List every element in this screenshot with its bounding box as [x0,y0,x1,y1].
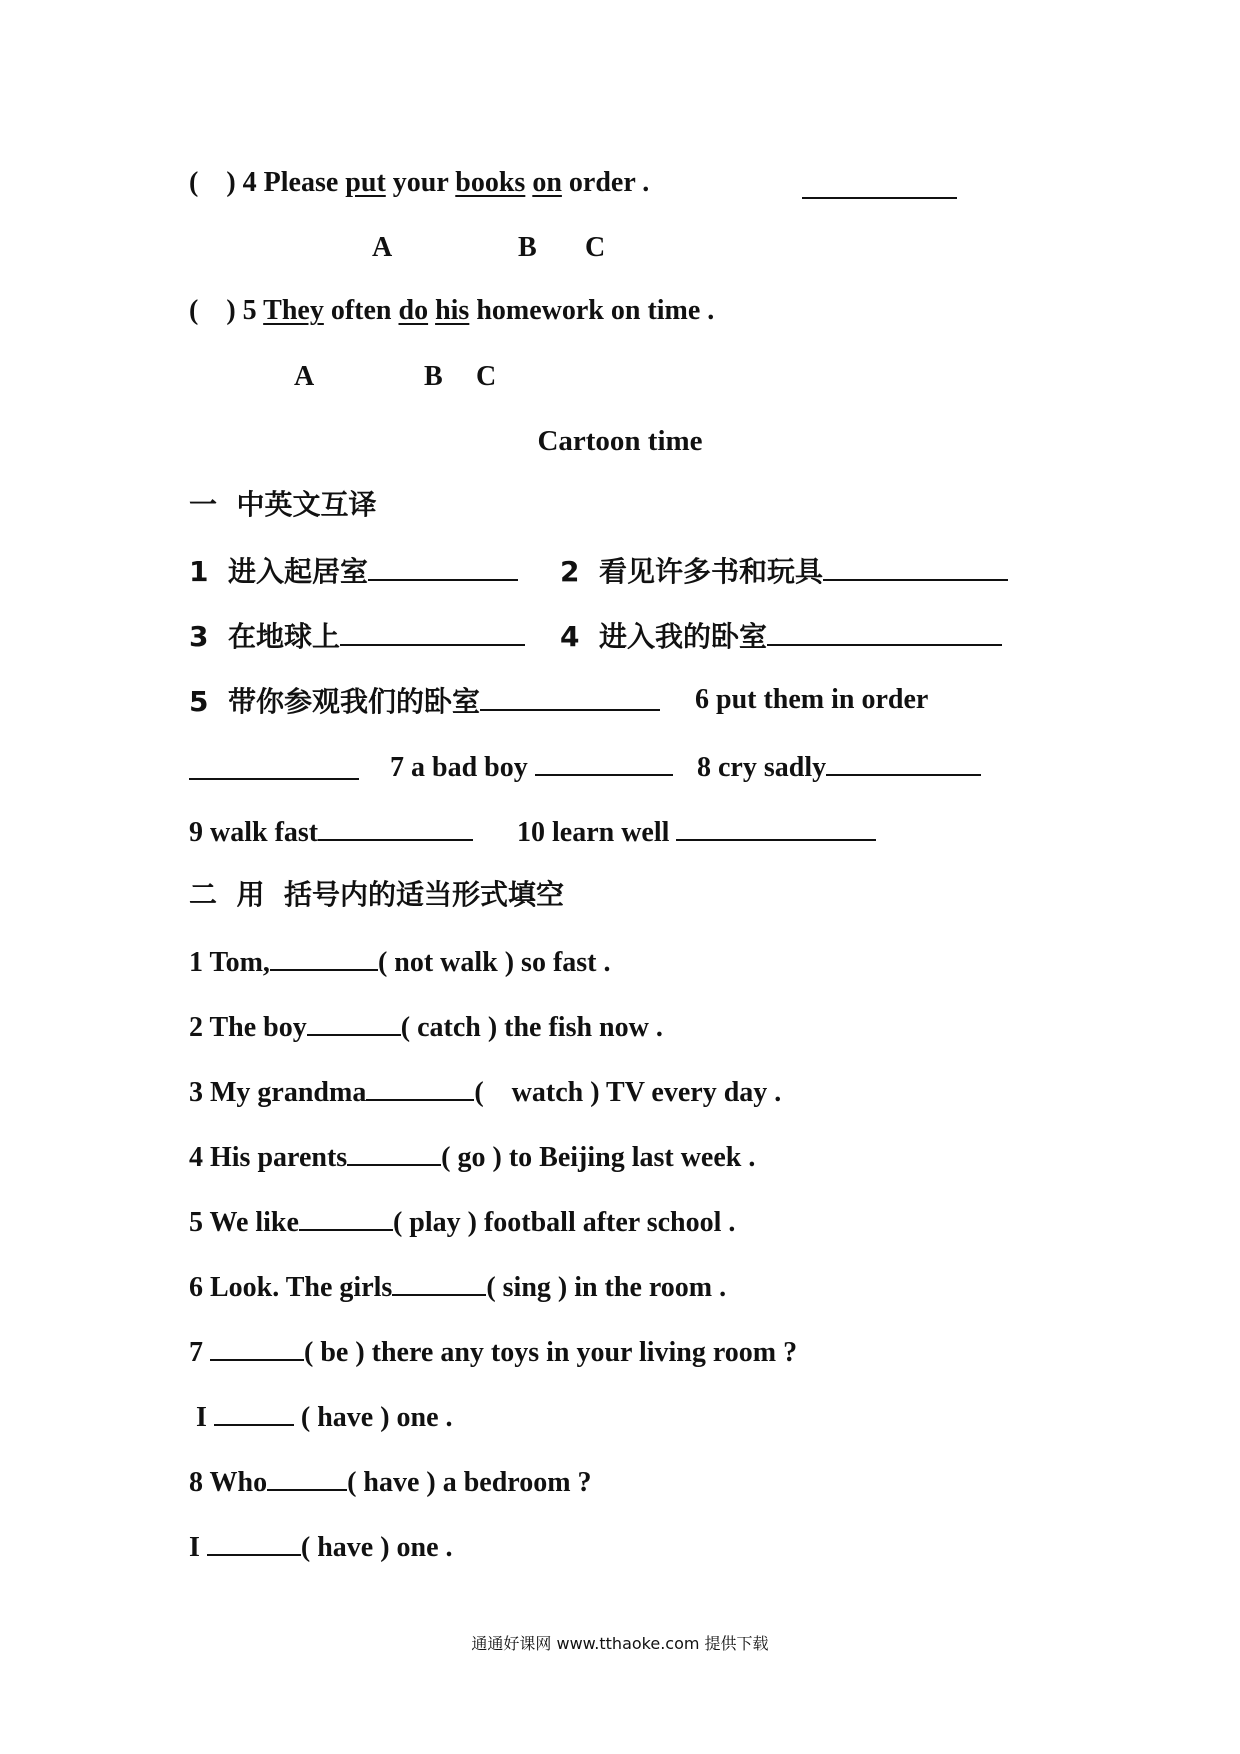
word: homework on time . [476,295,715,326]
item-text: 3 在地球上 [189,620,340,653]
word: your [392,167,449,198]
fill-item-6 [189,1268,726,1305]
fill-item-5 [189,1203,735,1240]
item-text: 8 Who [189,1467,268,1498]
item-text: 6 Look. The girls [189,1272,393,1303]
answer-blank[interactable] [318,813,473,841]
answer-blank[interactable] [214,1398,294,1426]
item-text: 8 cry sadly [697,752,827,783]
choice-label-a: A [294,361,315,392]
item-text: 7 a bad boy [390,752,528,783]
item-text: 2 The boy [189,1012,307,1043]
section-1-heading: 一 中英文互译 [189,488,377,521]
word: Please [263,167,339,198]
answer-blank[interactable] [676,813,876,841]
item-text: 4 进入我的卧室 [560,620,767,653]
item-text: 6 put them in order [695,684,929,715]
fill-item-4 [189,1138,755,1175]
translate-item-9 [189,813,473,850]
fill-item-3 [189,1073,781,1110]
answer-blank[interactable] [767,618,1002,646]
choice-label-c: C [585,232,606,263]
footer-source: 通通好课网 www.tthaoke.com 提供下载 [471,1634,769,1653]
answer-blank[interactable] [823,553,1008,581]
section-2-heading: 二 用 括号内的适当形式填空 [189,878,564,911]
item-text: 2 看见许多书和玩具 [560,555,823,588]
choice-label-b: B [518,232,537,263]
translate-item-2 [560,553,1008,589]
translate-item-10 [517,813,876,850]
item-text: ( have ) a bedroom ? [347,1467,592,1498]
word: order . [568,167,650,198]
item-text: ( catch ) the fish now . [400,1012,663,1043]
item-text: 3 My grandma [189,1077,367,1108]
answer-blank[interactable] [366,1073,474,1101]
question-number: 5 [242,295,257,326]
underlined-word-b: do [398,295,429,326]
translate-item-3 [189,618,525,654]
question-4 [189,166,649,200]
translate-item-6 [695,683,928,717]
fill-item-1 [189,943,611,980]
item-text: ( be ) there any toys in your living room ? [304,1337,798,1368]
item-text: 4 His parents [189,1142,348,1173]
item-text: ( have ) one . [293,1402,453,1433]
answer-paren: ( ) [189,295,236,326]
answer-blank[interactable] [802,171,957,199]
choice-label-a: A [372,232,393,263]
answer-blank[interactable] [347,1138,441,1166]
underlined-word-c: on [532,167,562,198]
underlined-word-b: books [455,167,526,198]
translate-item-7 [390,748,673,785]
item-text: 5 带你参观我们的卧室 [189,685,480,718]
translate-item-1 [189,553,518,589]
underlined-word-a: put [345,167,386,198]
answer-blank[interactable] [299,1203,393,1231]
fill-item-7b [189,1398,453,1435]
answer-blank[interactable] [480,683,660,711]
fill-item-2 [189,1008,663,1045]
underlined-word-a: They [263,295,324,326]
question-number: 4 [242,167,257,198]
item-text: 5 We like [189,1207,299,1238]
item-text: 9 walk fast [189,817,319,848]
choice-label-c: C [476,361,497,392]
item-text: 10 learn well [517,817,670,848]
item-text: 1 Tom, [189,947,270,978]
answer-paren: ( ) [189,167,236,198]
answer-blank[interactable] [340,618,525,646]
item-text: ( go ) to Beijing last week . [441,1142,756,1173]
answer-blank[interactable] [267,1463,347,1491]
item-text: ( have ) one . [300,1532,453,1563]
answer-blank[interactable] [207,1528,301,1556]
item-text: ( watch ) TV every day . [474,1077,782,1108]
answer-blank[interactable] [535,748,673,776]
translate-item-5 [189,683,660,719]
item-text: ( sing ) in the room . [486,1272,727,1303]
underlined-word-c: his [435,295,470,326]
fill-item-8b [189,1528,453,1565]
item-text: I [189,1532,207,1563]
section-title: Cartoon time [537,425,703,457]
item-text: 1 进入起居室 [189,555,368,588]
word: often [330,295,392,326]
answer-blank[interactable] [189,752,359,780]
translate-item-8 [697,748,981,785]
answer-blank[interactable] [392,1268,486,1296]
choice-label-b: B [424,361,443,392]
answer-blank[interactable] [826,748,981,776]
answer-blank[interactable] [307,1008,401,1036]
question-5 [189,294,714,328]
answer-blank[interactable] [210,1333,304,1361]
item-text: ( not walk ) so fast . [377,947,611,978]
answer-blank[interactable] [368,553,518,581]
fill-item-8 [189,1463,592,1500]
translate-item-4 [560,618,1002,654]
item-text: 7 [189,1337,210,1368]
answer-blank[interactable] [270,943,378,971]
item-text: I [189,1402,214,1433]
item-text: ( play ) football after school . [392,1207,736,1238]
fill-item-7 [189,1333,797,1370]
